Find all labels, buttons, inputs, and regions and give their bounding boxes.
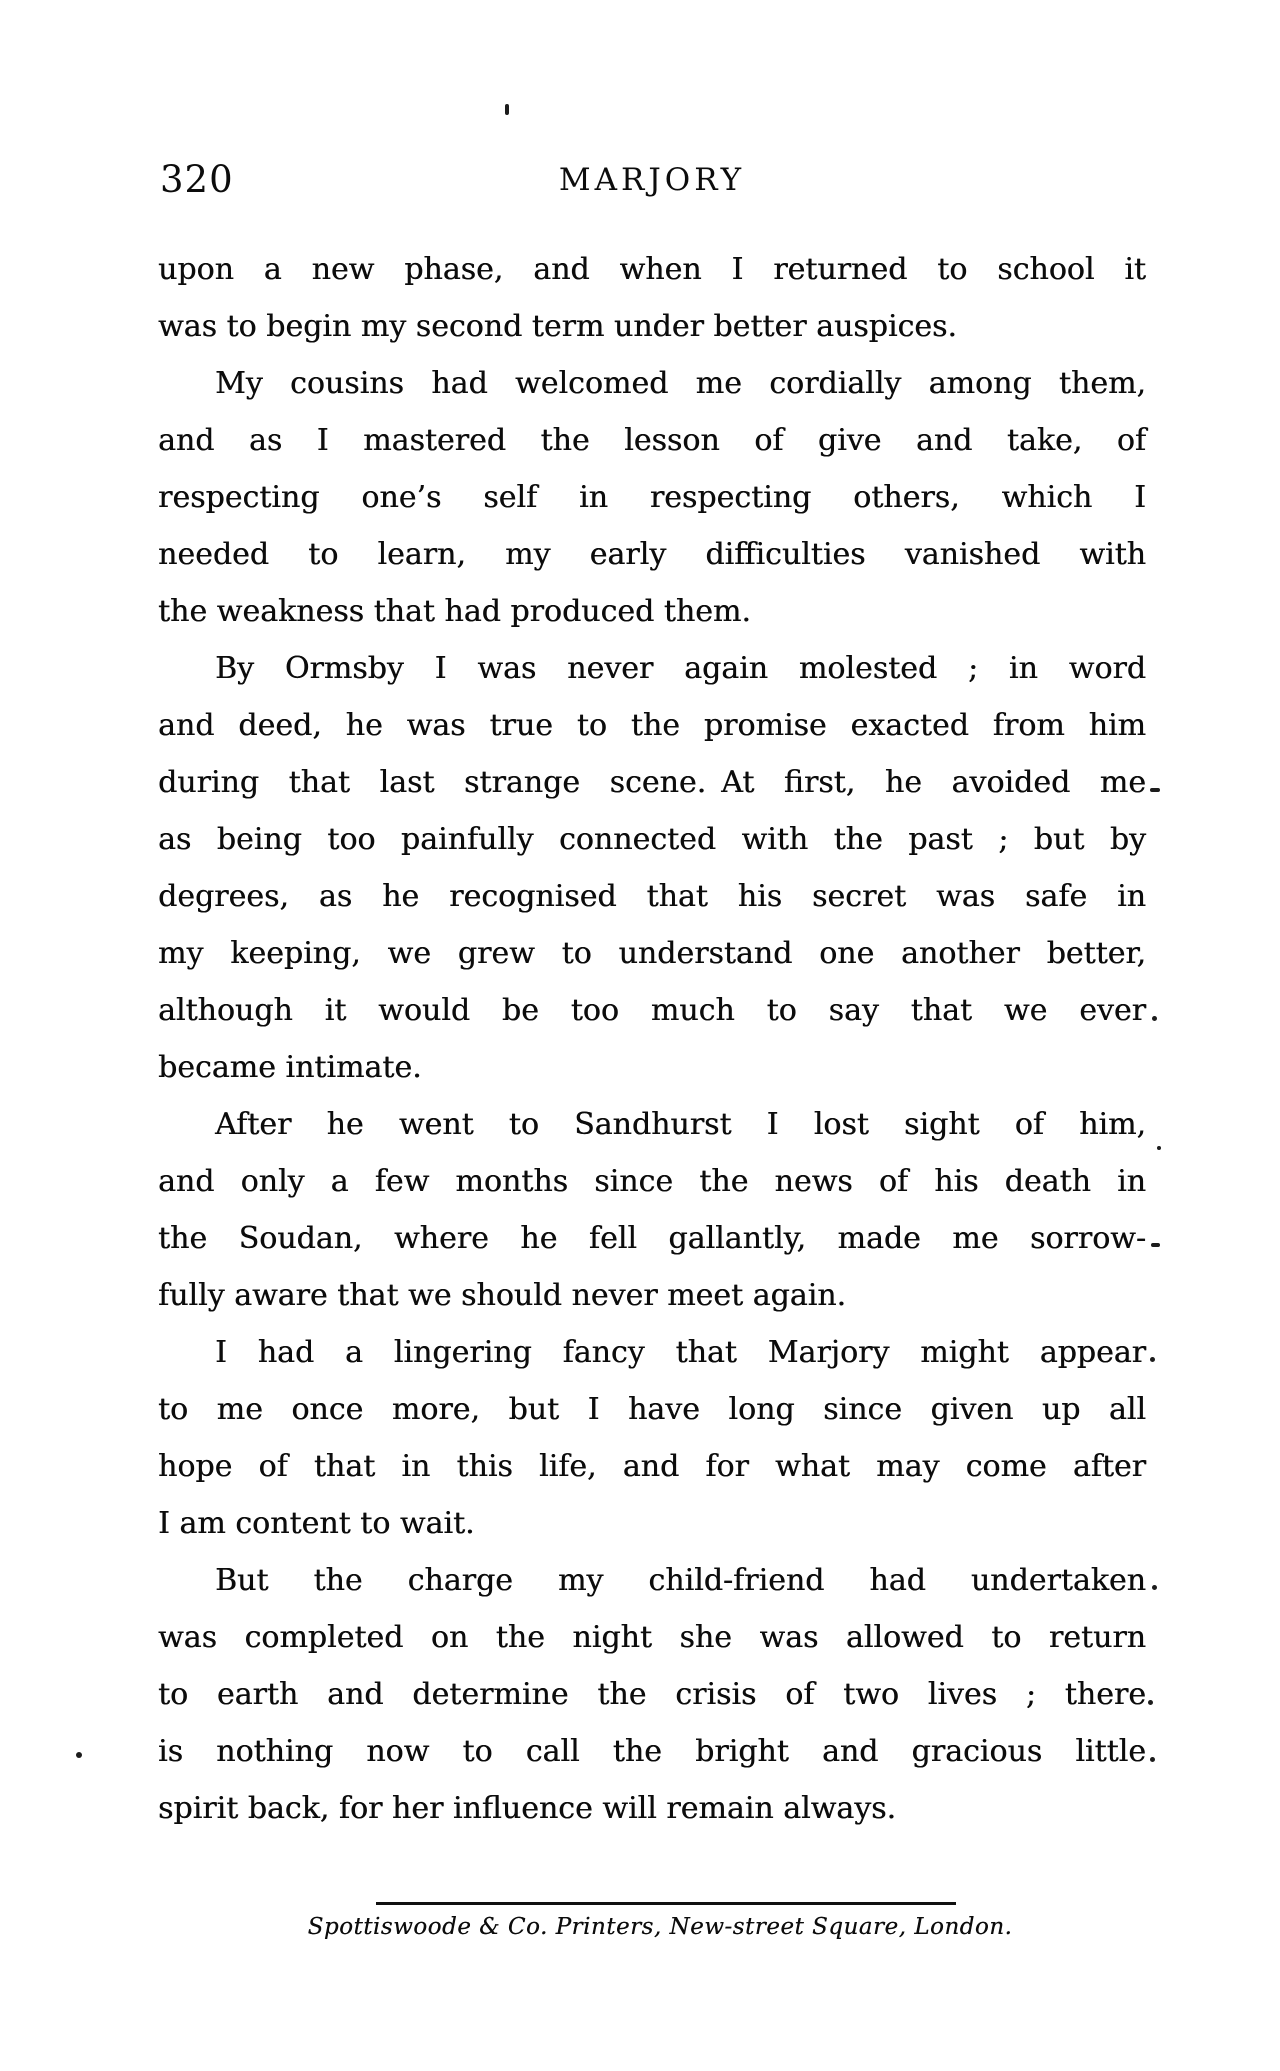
page-body-text [158,241,1146,1837]
paragraph [158,1324,1146,1552]
text-line: hope of that in this life, and for what may come after [158,1449,1146,1484]
text-line: during that last strange scene. At first, he avoided me [158,765,1146,800]
text-line: became intimate. [158,1050,422,1085]
text-line: and as I mastered the lesson of give and take, of [158,423,1146,458]
text-line: needed to learn, my early difficulties vanished with [158,537,1146,572]
text-line: By Ormsby I was never again molested ; in word [215,651,1146,686]
text-line: My cousins had welcomed me cordially among them, [215,366,1146,401]
text-line: and deed, he was true to the promise exacted from him [158,708,1146,743]
scan-artifact [505,104,509,115]
text-line: although it would be too much to say that we ever [158,993,1146,1028]
scan-artifact [1148,1700,1153,1705]
text-line: was to begin my second term under better auspices. [158,309,957,344]
text-line: the Soudan, where he fell gallantly, made me sorrow- [158,1221,1146,1256]
printer-imprint: Spottiswoode & Co. Printers, New-street Square, London. [307,1914,1013,1940]
scan-artifact [1150,788,1160,792]
paragraph [158,640,1146,1096]
text-line: fully aware that we should never meet again. [158,1278,847,1313]
text-line: and only a few months since the news of his death in [158,1164,1146,1199]
scan-artifact [1152,1016,1157,1021]
running-header [158,158,1146,202]
text-line: I am content to wait. [158,1506,475,1541]
text-line: spirit back, for her influence will remain always. [158,1791,897,1826]
text-line: is nothing now to call the bright and gracious little [158,1734,1146,1769]
scan-artifact [76,1752,82,1758]
text-line: I had a lingering fancy that Marjory might appear [215,1335,1146,1370]
text-line: degrees, as he recognised that his secret was safe in [158,879,1146,914]
scan-artifact [1151,1243,1160,1247]
paragraph [158,1096,1146,1324]
text-line: to me once more, but I have long since given up all [158,1392,1146,1427]
text-line: the weakness that had produced them. [158,594,751,629]
paragraph [158,241,1146,355]
paragraph [158,355,1146,640]
text-line: upon a new phase, and when I returned to school it [158,252,1146,287]
imprint-divider [376,1902,956,1905]
text-line: After he went to Sandhurst I lost sight of him, [215,1107,1146,1142]
scan-artifact [1150,1357,1155,1362]
scan-artifact [1152,1585,1157,1590]
text-line: as being too painfully connected with the past ; but by [158,822,1146,857]
text-line: But the charge my child-friend had undertaken [215,1563,1146,1598]
paragraph [158,1552,1146,1837]
text-line: was completed on the night she was allowed to return [158,1620,1146,1655]
text-line: to earth and determine the crisis of two lives ; there [158,1677,1146,1712]
page-number: 320 [160,158,234,201]
scan-artifact [1150,1757,1155,1762]
text-line: my keeping, we grew to understand one another better, [158,936,1146,971]
running-title: MARJORY [558,162,746,198]
text-line: respecting one’s self in respecting others, which I [158,480,1146,515]
scan-artifact [1157,1146,1161,1150]
